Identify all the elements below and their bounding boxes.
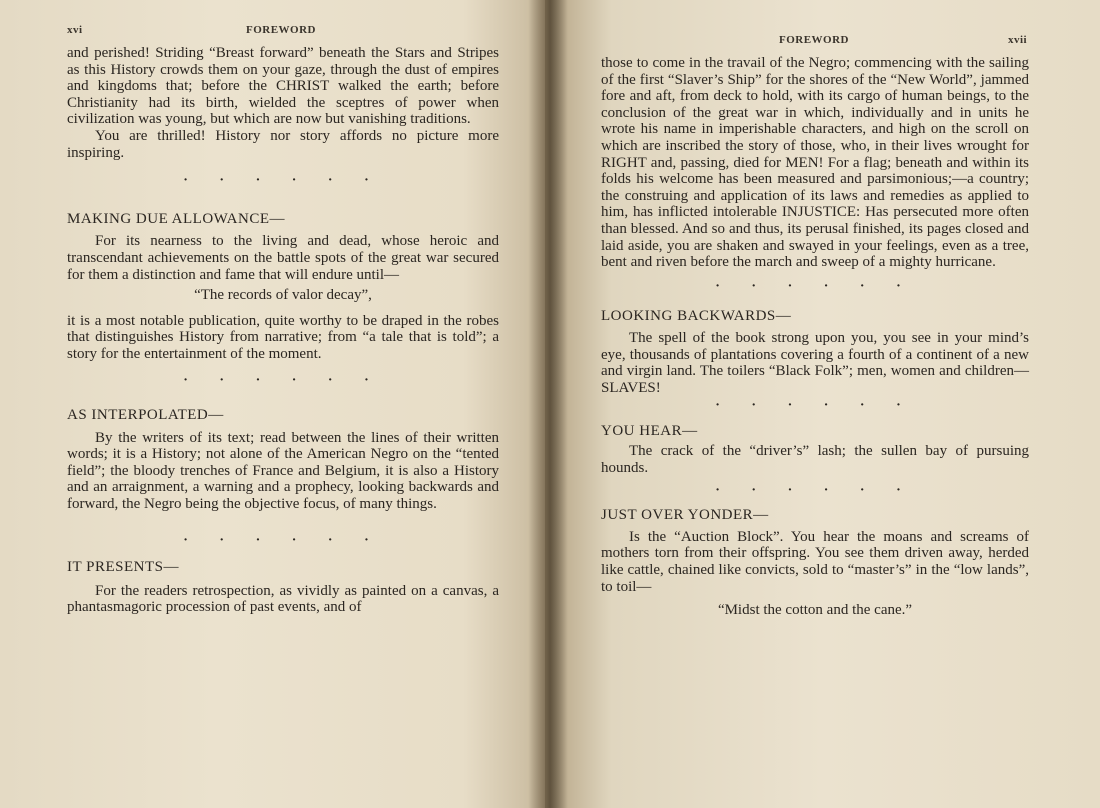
running-head-left: FOREWORD — [246, 24, 316, 36]
section-divider: · · · · · · — [715, 482, 915, 498]
paragraph: those to come in the travail of the Negro; commencing with the sailing of the first “Slaver’s Ship” for the shores of the “New World”, jammed fore and aft, from deck to hold, with its cargo of human beings, to the conclusion of the great war in which, individually and in units he wrote his name in imperishable characters, and high on the scroll on which are inscribed the story of those, who, in their lives wrought for RIGHT and, passing, died for MEN! For a flag; beneath and within its folds his welcome has been measured and parsimonious;—a country; the construing and application of its laws and remedies as applied to him, has inflicted intolerable INJUSTICE: Has persecuted more often than blessed. And so and thus, its perusal finished, its pages closed and laid aside, you are shaken and swayed in your feelings, even as a tree, bent and riven before the march and sweep of a mighty hurricane. — [601, 55, 1029, 271]
paragraph: The spell of the book strong upon you, you see in your mind’s eye, thousands of plantations covering a fourth of a continent of a new and virgin land. The toilers “Black Folk”; men, women and children—SLAVES! — [601, 329, 1029, 396]
section-heading: JUST OVER YONDER— — [601, 507, 769, 524]
quotation: “The records of valor decay”, — [194, 287, 372, 304]
paragraph: You are thrilled! History nor story affords no picture more inspiring. — [67, 127, 499, 161]
paragraph: For its nearness to the living and dead, whose heroic and transcendant achievements on the battle spots of the great war secured for them a distinction and fame that will endure until— — [67, 233, 499, 283]
paragraph: By the writers of its text; read between the lines of their written words; it is a History; not alone of the American Negro on the “tented field”; the bloody trenches of France and Belgium, it is also a History and an arraignment, a warning and a prophecy, looking backwards and forward, the Negro being the objective focus, of many things. — [67, 429, 499, 513]
left-page-body — [67, 45, 499, 616]
section-heading: YOU HEAR— — [601, 422, 698, 439]
page-number-left: xvi — [67, 24, 83, 36]
quotation: “Midst the cotton and the cane.” — [717, 602, 913, 619]
section-divider: · · · · · · — [183, 372, 383, 388]
paragraph: and perished! Striding “Breast forward” beneath the Stars and Stripes as this History crowds them on your gaze, through the dust of empires and kingdoms that; before the CHRIST walked the earth; before Christianity had its birth, wielded the sceptres of power when civilization was young, but which are now but vanishing traditions. — [67, 45, 499, 128]
paragraph: The crack of the “driver’s” lash; the sullen bay of pursuing hounds. — [601, 443, 1029, 477]
section-heading: LOOKING BACKWARDS— — [601, 308, 792, 325]
page-number-right: xvii — [1008, 34, 1028, 46]
section-divider: · · · · · · — [715, 398, 915, 414]
left-page — [0, 0, 545, 808]
paragraph: For the readers retrospection, as vividly as painted on a canvas, a phantasmagoric procession of past events, and of — [67, 582, 499, 616]
paragraph: it is a most notable publication, quite worthy to be draped in the robes that distinguishes History from narrative; from “a tale that is told”; a story for the entertainment of the moment. — [67, 312, 499, 362]
section-heading: IT PRESENTS— — [67, 559, 179, 576]
right-page — [545, 0, 1100, 808]
section-heading: AS INTERPOLATED— — [67, 407, 224, 424]
section-heading: MAKING DUE ALLOWANCE— — [67, 210, 285, 227]
right-page-body — [601, 55, 1029, 619]
section-divider: · · · · · · — [715, 278, 915, 294]
section-divider: · · · · · · — [183, 532, 383, 548]
section-divider: · · · · · · — [183, 173, 383, 189]
running-head-right: FOREWORD — [779, 34, 849, 46]
book-gutter-shadow — [528, 0, 568, 808]
paragraph: Is the “Auction Block”. You hear the moans and screams of mothers torn from their offspring. You see them driven away, herded like cattle, chained like convicts, sold to “master’s” in the “low lands”, to toil— — [601, 528, 1029, 595]
